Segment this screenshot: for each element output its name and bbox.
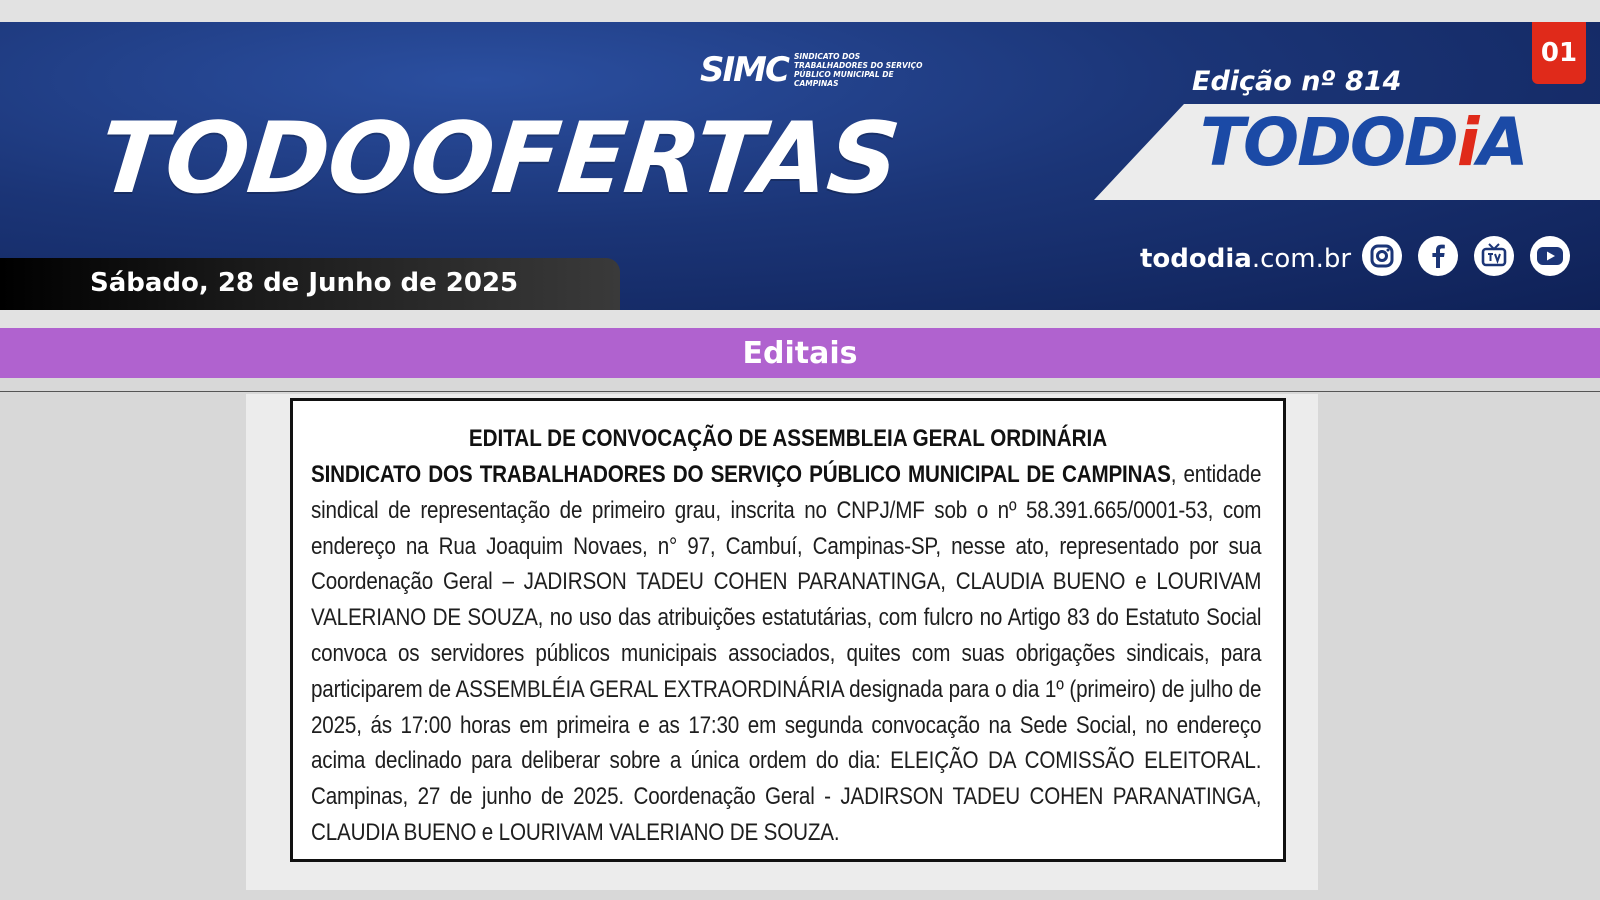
newspaper-logo[interactable] <box>1200 104 1527 181</box>
edition-number: Edição nº 814 <box>1192 66 1402 97</box>
facebook-icon[interactable] <box>1418 236 1458 276</box>
tv-icon[interactable] <box>1474 236 1514 276</box>
section-bar <box>0 328 1600 378</box>
site-url-link[interactable] <box>1140 244 1351 274</box>
issue-date: Sábado, 28 de Junho de 2025 <box>90 268 519 298</box>
section-title: Editais <box>742 335 858 371</box>
site-url-bold: tododia <box>1140 244 1252 274</box>
section-divider <box>0 391 1600 392</box>
notice-text: , entidade sindical de representação de primeiro grau, inscrita no CNPJ/MF sob o nº 58.391.665/0001-53, com endereço na Rua Joaquim Novaes, n° 97, Cambuí, Campinas-SP, nesse ato, representado por sua Coordenação Geral – JADIRSON TADEU COHEN PARANATINGA, CLAUDIA BUENO e LOURIVAM VALERIANO DE SOUZA, no uso das atribuições estatutárias, com fulcro no Artigo 83 do Estatuto Social convoca os servidores públicos municipais associados, quites com suas obrigações sindicais, para participarem de ASSEMBLÉIA GERAL EXTRAORDINÁRIA designada para o dia 1º (primeiro) de julho de 2025, ás 17:00 horas em primeira e as 17:30 em segunda convocação na Sede Social, no endereço acima declinado para deliberar sobre a única ordem do dia: ELEIÇÃO DA COMISSÃO ELEITORAL. Campinas, 27 de junho de 2025. Coordenação Geral - JADIRSON TADEU COHEN PARANATINGA, CLAUDIA BUENO e LOURIVAM VALERIANO DE SOUZA. <box>311 461 1262 846</box>
site-url-rest: .com.br <box>1251 244 1352 274</box>
newspaper-logo-accent: i <box>1456 104 1478 181</box>
newspaper-logo-end: A <box>1477 104 1527 181</box>
page-number-badge: 01 <box>1532 22 1586 84</box>
notice-lead: SINDICATO DOS TRABALHADORES DO SERVIÇO PÚBLICO MUNICIPAL DE CAMPINAS <box>311 461 1171 488</box>
notice-title: EDITAL DE CONVOCAÇÃO DE ASSEMBLEIA GERAL ORDINÁRIA <box>468 425 1108 452</box>
youtube-icon[interactable] <box>1530 236 1570 276</box>
union-logo-text: SINDICATO DOS TRABALHADORES DO SERVIÇO PÚBLICO MUNICIPAL DE CAMPINAS <box>793 52 923 88</box>
newspaper-logo-main: TODOD <box>1200 104 1457 181</box>
union-logo <box>700 50 924 90</box>
top-gap <box>0 0 1600 22</box>
section-gap <box>0 310 1600 328</box>
notice-body <box>311 457 1261 851</box>
brand-title: TODOOFERTAS <box>94 102 904 216</box>
union-logo-mark: SIMC <box>700 50 788 90</box>
instagram-icon[interactable] <box>1362 236 1402 276</box>
legal-notice-box <box>290 398 1286 862</box>
